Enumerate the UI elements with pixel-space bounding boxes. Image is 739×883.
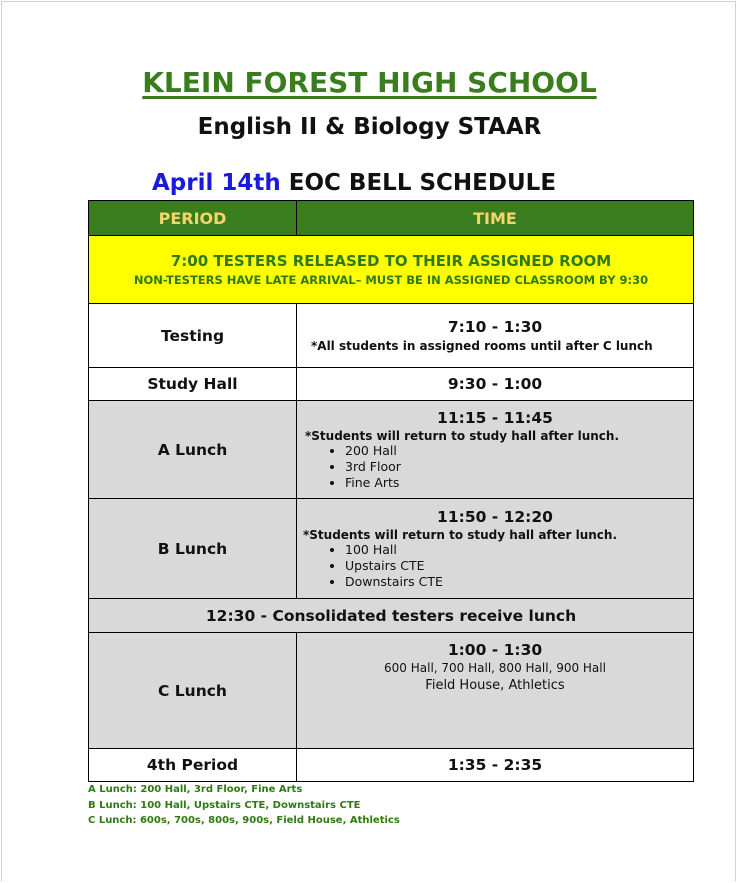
time-fourth: 1:35 - 2:35 [297,749,694,782]
table-row-consolidated [89,599,694,633]
time-testing: 7:10 - 1:30 [447,318,543,336]
b-lunch-areas [297,542,693,590]
period-study-hall: Study Hall [89,368,297,401]
period-a-lunch: A Lunch [89,401,297,499]
c-lunch-other: Field House, Athletics [425,678,565,693]
note-a-lunch: *Students will return to study hall after lunch. [305,428,620,443]
time-c-lunch-cell [297,633,694,749]
period-fourth: 4th Period [89,749,297,782]
legend-c-lunch: C Lunch: 600s, 700s, 800s, 900s, Field House, Athletics [88,815,400,826]
table-row-study-hall [89,368,694,401]
legend-b-lunch: B Lunch: 100 Hall, Upstairs CTE, Downstairs CTE [88,800,361,811]
time-b-lunch: 11:50 - 12:20 [437,507,553,526]
table-header-row [89,201,694,236]
table-row-b-lunch [89,499,694,599]
note-testing: *All students in assigned rooms until after C lunch [311,339,653,353]
table-row-a-lunch [89,401,694,499]
list-item: • 100 Hall [345,542,693,558]
period-b-lunch: B Lunch [89,499,297,599]
time-a-lunch-cell [297,401,694,499]
consolidated-lunch: 12:30 - Consolidated testers receive lunch [89,599,694,633]
time-a-lunch: 11:15 - 11:45 [437,408,553,427]
time-c-lunch: 1:00 - 1:30 [447,641,543,659]
a-lunch-areas [297,443,693,491]
period-testing: Testing [89,304,297,368]
list-item: • 3rd Floor [345,459,693,475]
table-row-testing [89,304,694,368]
schedule-date: April 14th [152,170,281,196]
schedule-title-text: EOC BELL SCHEDULE [280,170,557,196]
list-item: • Downstairs CTE [345,574,693,590]
notice-row [89,236,694,304]
notice-line2: NON-TESTERS HAVE LATE ARRIVAL– MUST BE IN ASSIGNED CLASSROOM BY 9:30 [133,273,649,287]
header-time: TIME [297,201,694,236]
list-item: • Fine Arts [345,475,693,491]
list-item: • Upstairs CTE [345,558,693,574]
header-period: PERIOD [89,201,297,236]
legend-a-lunch: A Lunch: 200 Hall, 3rd Floor, Fine Arts [88,784,303,795]
table-row-fourth [89,749,694,782]
notice-cell [89,236,694,304]
note-b-lunch: *Students will return to study hall after lunch. [303,527,618,542]
exam-subtitle: English II & Biology STAAR [197,114,542,140]
time-testing-cell [297,304,694,368]
list-item: • 200 Hall [345,443,693,459]
schedule-title [152,170,556,196]
time-study-hall: 9:30 - 1:00 [297,368,694,401]
school-name: KLEIN FOREST HIGH SCHOOL [142,66,597,99]
table-row-c-lunch [89,633,694,749]
c-lunch-halls: 600 Hall, 700 Hall, 800 Hall, 900 Hall [384,661,606,675]
bell-schedule-table [88,200,694,782]
period-c-lunch: C Lunch [89,633,297,749]
time-b-lunch-cell [297,499,694,599]
notice-line1: 7:00 TESTERS RELEASED TO THEIR ASSIGNED ROOM [170,252,612,270]
